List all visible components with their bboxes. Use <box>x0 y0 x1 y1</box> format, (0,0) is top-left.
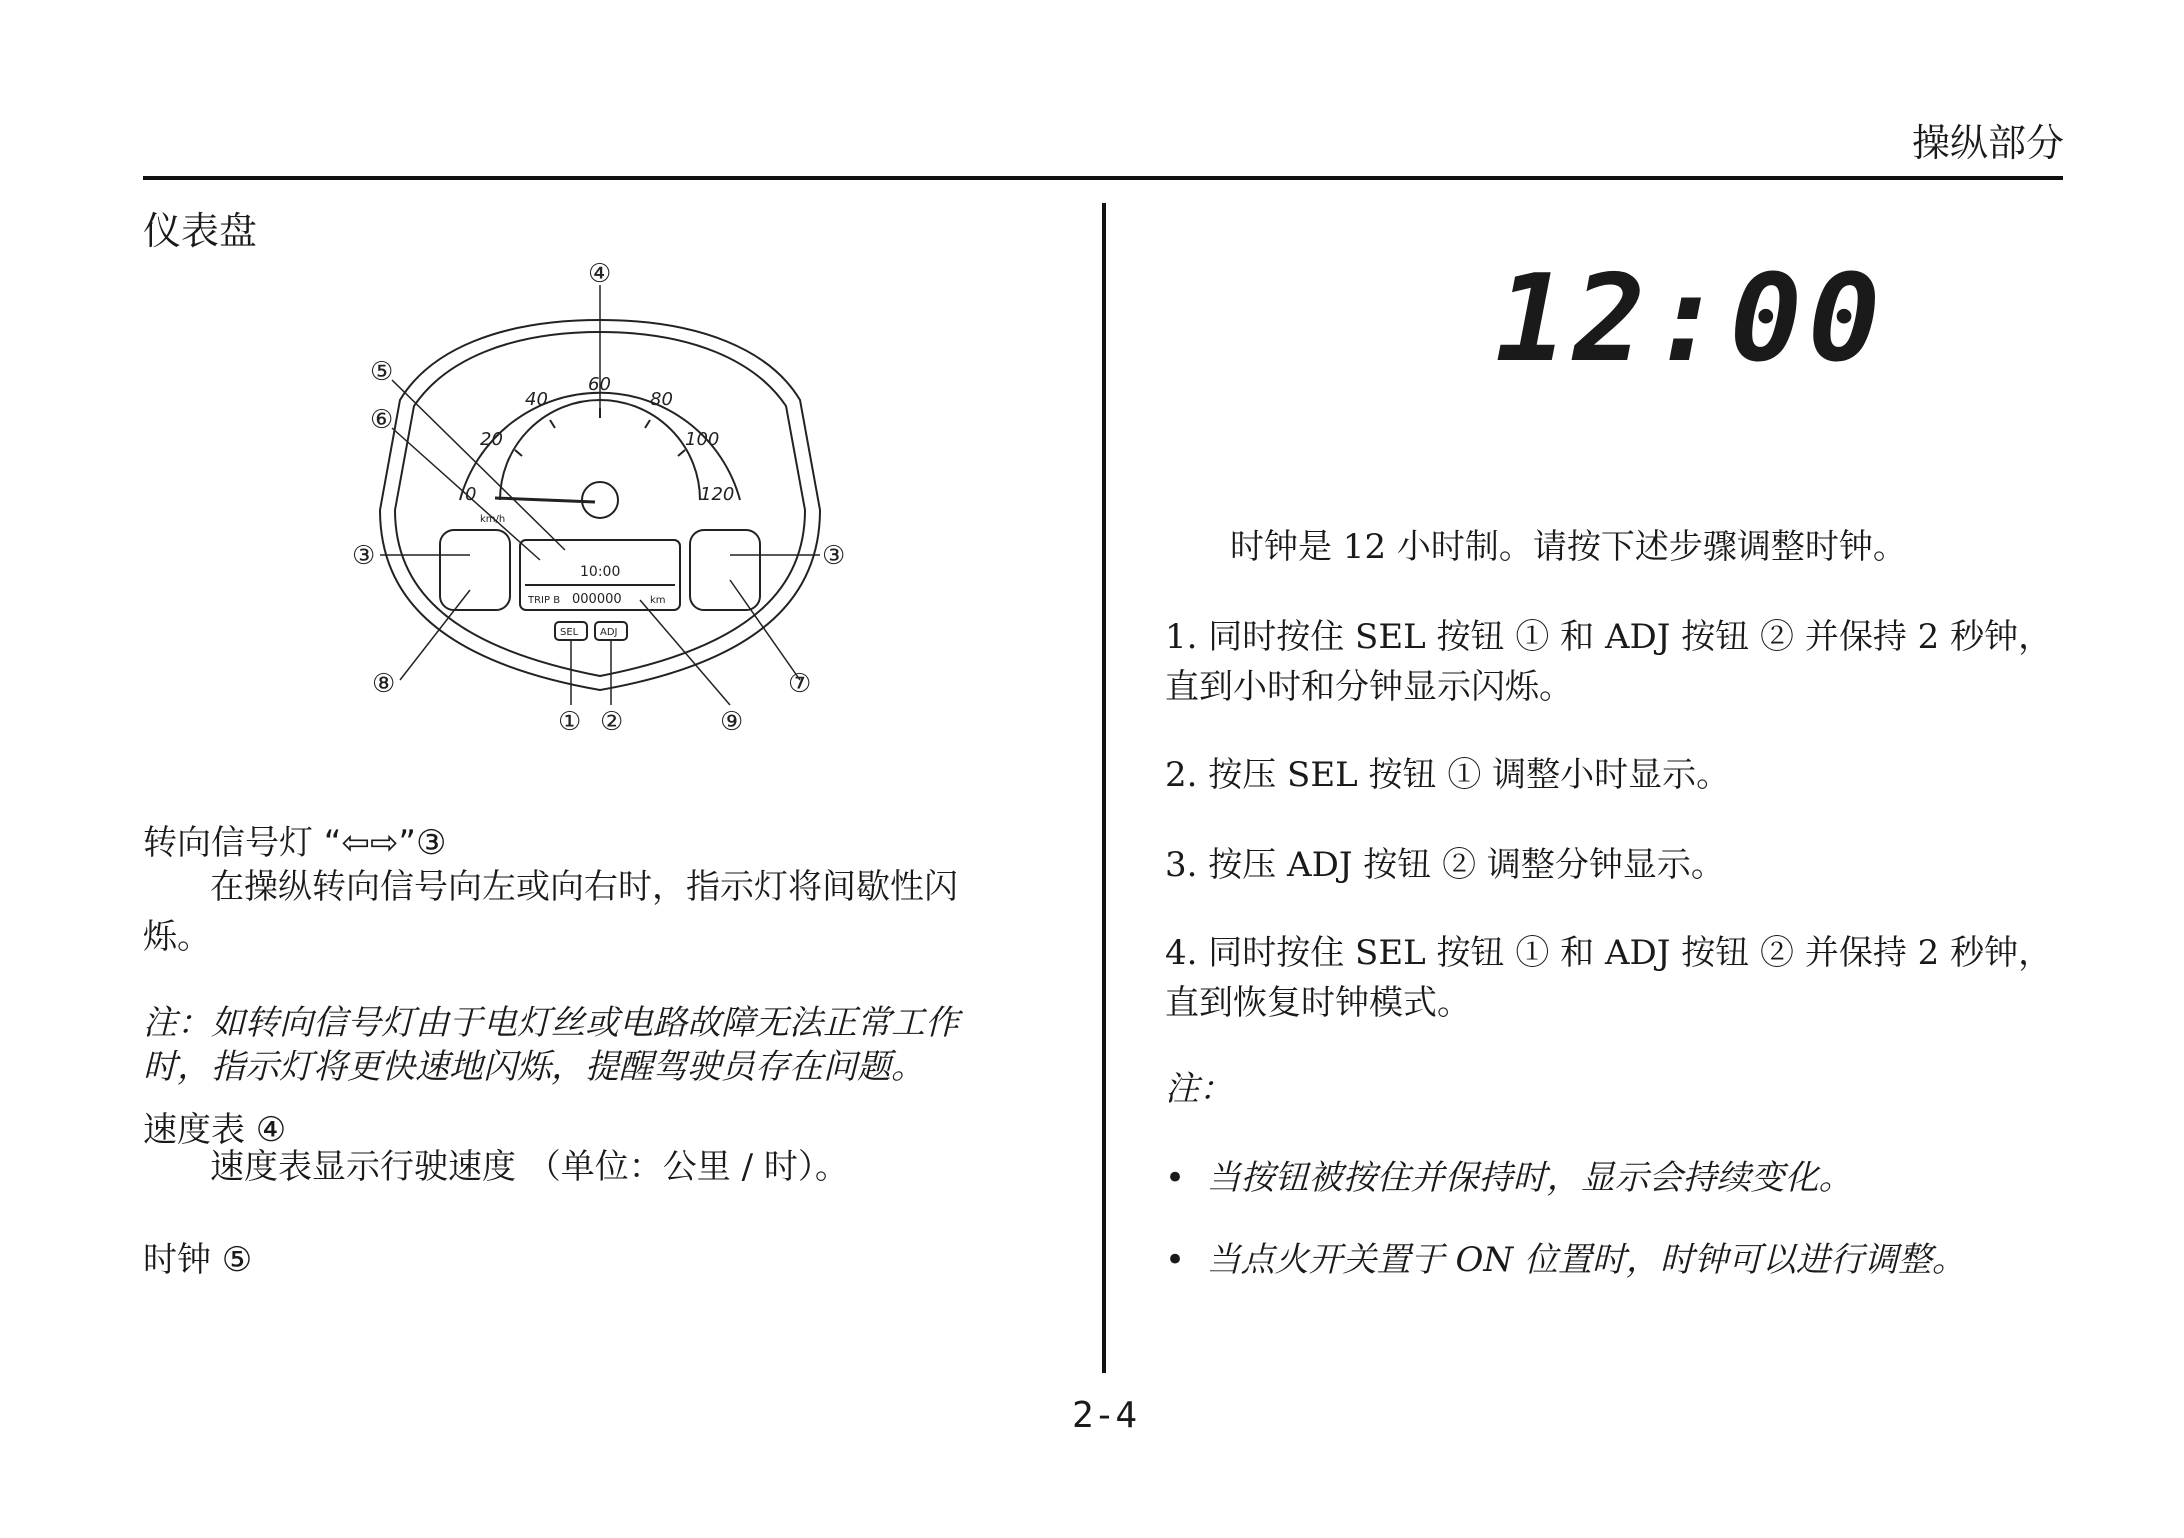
step-1-line-1: 1. 同时按住 SEL 按钮 ① 和 ADJ 按钮 ② 并保持 2 秒钟， <box>1165 617 2053 657</box>
callout: ③ <box>822 541 846 571</box>
turn-note-2: 时，指示灯将更快速地闪烁，提醒驾驶员存在问题。 <box>143 1047 925 1087</box>
clock-display: 12:00 <box>1495 250 1887 389</box>
bullet-1-text: 当按钮被按住并保持时，显示会持续变化。 <box>1206 1158 1853 1198</box>
adj-label: ADJ <box>600 627 618 638</box>
step-1-line-2: 直到小时和分钟显示闪烁。 <box>1165 667 1573 707</box>
clock-intro: 时钟是 12 小时制。请按下述步骤调整时钟。 <box>1230 527 1907 567</box>
step-4-line-2: 直到恢复时钟模式。 <box>1165 983 1471 1023</box>
speedometer-heading: 速度表 ④ <box>143 1110 287 1150</box>
step-3: 3. 按压 ADJ 按钮 ② 调整分钟显示。 <box>1165 845 1725 885</box>
bullet-dot-icon: • <box>1165 1240 1207 1280</box>
page-number: 2-4 <box>1072 1395 1138 1436</box>
tick-label: 100 <box>685 429 720 450</box>
tick-label: 120 <box>700 484 735 505</box>
trip-label: TRIP B <box>528 595 561 606</box>
bullet-2-text: 当点火开关置于 ON 位置时，时钟可以进行调整。 <box>1206 1240 1966 1280</box>
callout: ⑧ <box>372 669 396 699</box>
turn-signal-text-2: 烁。 <box>143 917 211 957</box>
callout: ⑨ <box>720 707 744 737</box>
sel-label: SEL <box>560 627 579 638</box>
header-rule <box>143 176 2063 180</box>
turn-signal-text-1: 在操纵转向信号向左或向右时，指示灯将间歇性闪 <box>210 867 958 907</box>
tick-label: 80 <box>650 389 673 410</box>
tick-label: 0 <box>465 484 477 505</box>
callout: ⑤ <box>370 357 394 387</box>
tick-label: 60 <box>588 374 611 395</box>
needle <box>495 498 595 502</box>
bullet-dot-icon: • <box>1165 1158 1207 1198</box>
callout: ⑦ <box>788 669 812 699</box>
speedometer-text: 速度表显示行驶速度 （单位：公里 / 时）。 <box>210 1147 849 1187</box>
unit-label: km/h <box>480 514 506 525</box>
bullet-2 <box>1165 1237 1966 1283</box>
lcd-odo: 000000 <box>572 592 622 607</box>
turn-signal-heading: 转向信号灯 “⇦⇨”③ <box>143 823 447 863</box>
note-label: 注： <box>1165 1069 1233 1109</box>
callout: ④ <box>588 260 612 289</box>
callout: ⑥ <box>370 405 394 435</box>
odo-unit: km <box>650 595 666 606</box>
callout: ③ <box>352 541 376 571</box>
turn-note-1: 注：如转向信号灯由于电灯丝或电路故障无法正常工作 <box>143 1003 959 1043</box>
section-header: 操纵部分 <box>1911 121 2064 165</box>
step-2: 2. 按压 SEL 按钮 ① 调整小时显示。 <box>1165 755 1731 795</box>
left-pod <box>440 530 510 610</box>
callout: ① <box>558 707 582 737</box>
callout: ② <box>600 707 624 737</box>
tick-label: 20 <box>480 429 503 450</box>
lcd-clock: 10:00 <box>580 564 621 580</box>
right-pod <box>690 530 760 610</box>
column-divider <box>1102 203 1106 1373</box>
tick-label: 40 <box>525 389 548 410</box>
clock-heading: 时钟 ⑤ <box>143 1240 253 1280</box>
bullet-1 <box>1165 1155 1853 1201</box>
instrument-panel-figure <box>350 260 850 740</box>
step-4-line-1: 4. 同时按住 SEL 按钮 ① 和 ADJ 按钮 ② 并保持 2 秒钟， <box>1165 933 2053 973</box>
page-title: 仪表盘 <box>143 209 258 253</box>
